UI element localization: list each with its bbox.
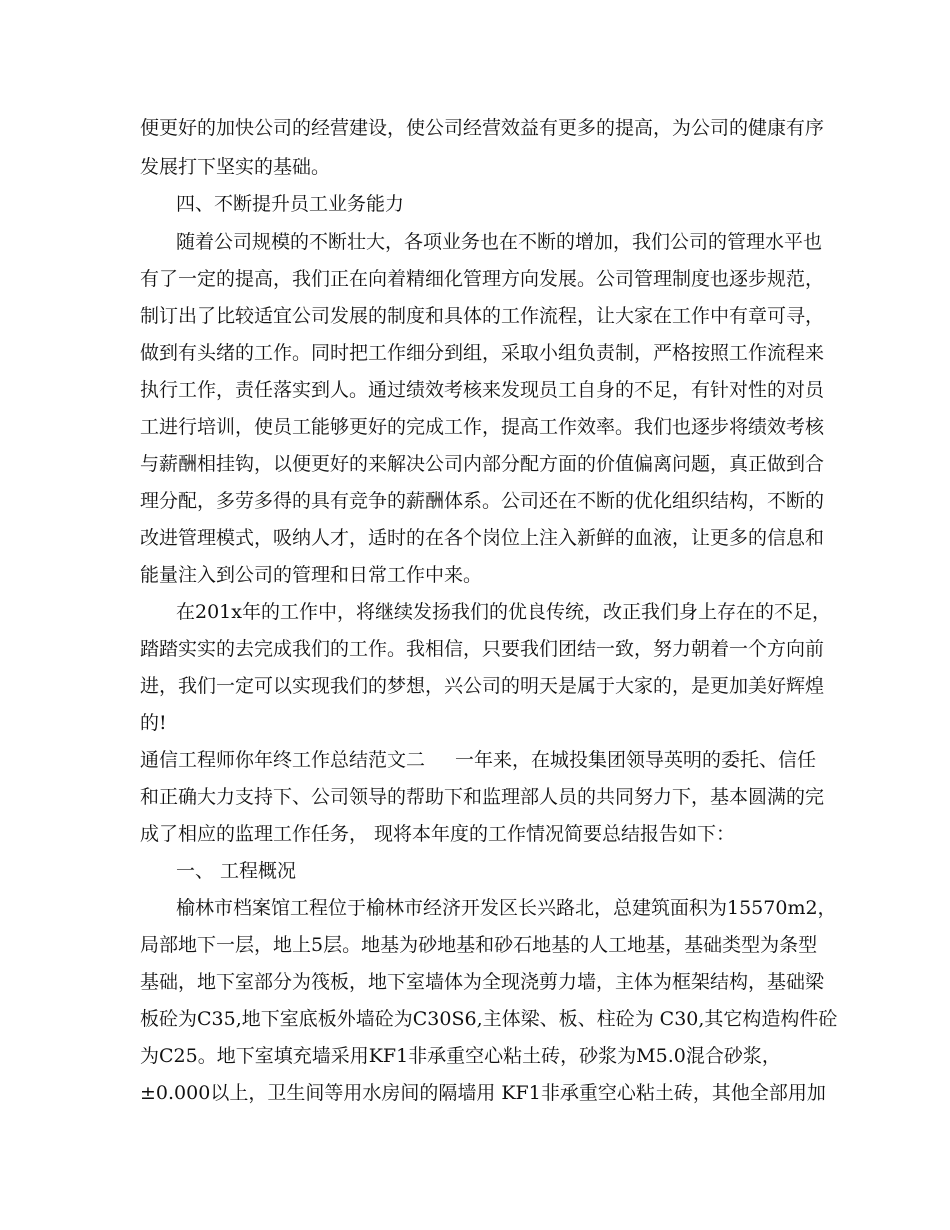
text-line: 为C25。地下室填充墙采用KF1非承重空心粘土砖，砂浆为M5.0混合砂浆， bbox=[140, 1045, 781, 1067]
text-line: 发展打下坚实的基础。 bbox=[140, 156, 331, 178]
text-line: 榆林市档案馆工程位于榆林市经济开发区长兴路北，总建筑面积为15570m2， bbox=[176, 897, 837, 919]
text-line: 成了相应的监理工作任务， 现将本年度的工作情况简要总结报告如下： bbox=[140, 823, 736, 845]
text-line: 有了一定的提高，我们正在向着精细化管理方向发展。公司管理制度也逐步规范， bbox=[140, 268, 825, 290]
text-line: 在201x年的工作中，将继续发扬我们的优良传统，改正我们身上存在的不足， bbox=[176, 601, 831, 623]
text-line: 的! bbox=[140, 712, 167, 734]
text-line: 改进管理模式，吸纳人才，适时的在各个岗位上注入新鲜的血液，让更多的信息和 bbox=[140, 527, 825, 549]
text-line: 便更好的加快公司的经营建设，使公司经营效益有更多的提高，为公司的健康有序 bbox=[140, 117, 825, 139]
text-line: 进，我们一定可以实现我们的梦想，兴公司的明天是属于大家的，是更加美好辉煌 bbox=[140, 675, 825, 697]
document-title-line bbox=[140, 748, 830, 772]
text-line: 局部地下一层，地上5层。地基为砂地基和砂石地基的人工地基，基础类型为条型 bbox=[140, 934, 818, 956]
text-line: 与薪酬相挂钩，以便更好的来解决公司内部分配方面的价值偏离问题，真正做到合 bbox=[140, 453, 825, 475]
text-line: 工进行培训，使员工能够更好的完成工作，提高工作效率。我们也逐步将绩效考核 bbox=[140, 416, 825, 438]
text-line: 板砼为C35,地下室底板外墙砼为C30S6,主体梁、板、柱砼为 C30,其它构造构件砼 bbox=[140, 1008, 838, 1030]
text-line: 做到有头绪的工作。同时把工作细分到组，采取小组负责制，严格按照工作流程来 bbox=[140, 342, 825, 364]
text-line: 能量注入到公司的管理和日常工作中来。 bbox=[140, 564, 483, 586]
text-line: ±0.000以上，卫生间等用水房间的隔墙用 KF1非承重空心粘土砖，其他全部用加 bbox=[140, 1082, 826, 1104]
text-line: 执行工作，责任落实到人。通过绩效考核来发现员工自身的不足，有针对性的对员 bbox=[140, 379, 825, 401]
text-line: 一年来，在城投集团领导英明的委托、信任 bbox=[455, 749, 817, 771]
text-line: 理分配，多劳多得的具有竞争的薪酬体系。公司还在不断的优化组织结构，不断的 bbox=[140, 490, 825, 512]
text-line: 随着公司规模的不断壮大，各项业务也在不断的增加，我们公司的管理水平也 bbox=[176, 231, 823, 253]
article-title: 通信工程师你年终工作总结范文二 bbox=[140, 749, 426, 771]
section-heading: 一、 工程概况 bbox=[176, 860, 297, 882]
text-line: 基础，地下室部分为筏板，地下室墙体为全现浇剪力墙，主体为框架结构，基础梁 bbox=[140, 971, 825, 993]
section-heading: 四、不断提升员工业务能力 bbox=[176, 193, 405, 215]
text-line: 踏踏实实的去完成我们的工作。我相信，只要我们团结一致，努力朝着一个方向前 bbox=[140, 638, 825, 660]
text-line: 制订出了比较适宜公司发展的制度和具体的工作流程，让大家在工作中有章可寻， bbox=[140, 305, 825, 327]
text-line: 和正确大力支持下、公司领导的帮助下和监理部人员的共同努力下，基本圆满的完 bbox=[140, 786, 825, 808]
